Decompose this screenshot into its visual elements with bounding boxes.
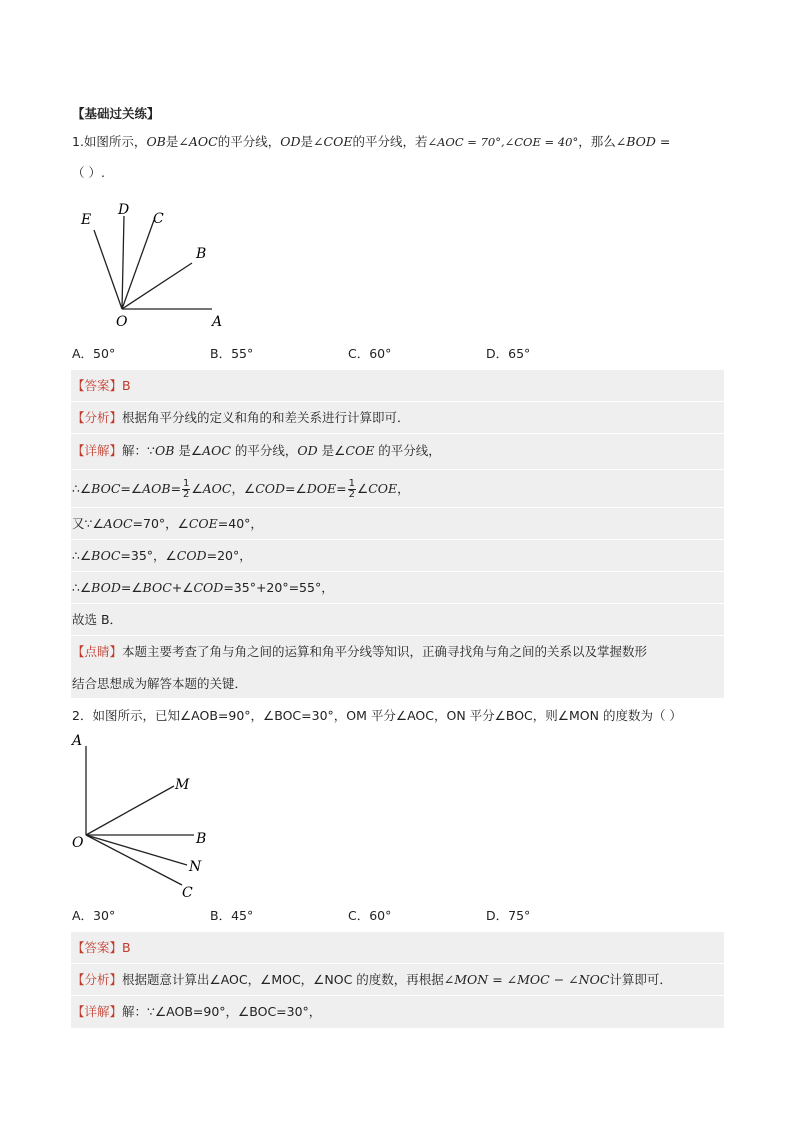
detail-text: ∴∠ xyxy=(72,481,92,496)
ray-ob xyxy=(122,263,192,309)
q1-stem-text: 是 xyxy=(165,134,179,149)
q1-stem-text: 1.如图所示， xyxy=(72,134,147,149)
label-a: A xyxy=(72,733,83,749)
detail-text: = xyxy=(336,481,347,496)
q1-stem-text: 是 xyxy=(300,134,314,149)
q1-stem-math: ∠AOC = 70°,∠COE = 40° xyxy=(427,135,579,149)
detail-text: = xyxy=(170,481,182,496)
q1-detail-row1 xyxy=(72,443,441,459)
q1-stem-math: ∠COE xyxy=(313,134,353,149)
q2-answer-row xyxy=(72,940,131,956)
label-d: D xyxy=(118,202,130,218)
answer-tag: 【答案】 xyxy=(72,940,123,955)
q1-stem-math: OD xyxy=(280,134,301,149)
q1-stem-math: ∠BOD = xyxy=(615,134,671,149)
label-a: A xyxy=(212,314,223,330)
q1-angle-diagram xyxy=(72,196,242,336)
q1-stem-text: ，那么 xyxy=(578,134,616,149)
analysis-text: 计算即可． xyxy=(609,972,672,987)
detail-text: =20°， xyxy=(206,548,252,563)
section-title: 【基础过关练】 xyxy=(72,106,160,121)
fraction-numerator: 1 xyxy=(348,478,355,489)
detail-text: 是∠ xyxy=(317,443,346,458)
detail-math: BOC xyxy=(91,481,121,496)
analysis-text: 根据题意计算出∠AOC，∠MOC，∠NOC 的度数，再根据 xyxy=(122,972,444,987)
q1-stem-text: 的平分线，若 xyxy=(352,134,428,149)
answer-value: B xyxy=(122,378,131,393)
detail-text: 又∵∠ xyxy=(72,516,104,531)
fraction-numerator: 1 xyxy=(183,478,190,489)
q2-option-b[interactable]: B．45° xyxy=(210,908,254,923)
analysis-tag: 【分析】 xyxy=(72,410,123,425)
detail-text: ∠ xyxy=(191,481,203,496)
q1-stem-math: ∠AOC xyxy=(178,134,218,149)
detail-math: DOE xyxy=(306,481,337,496)
label-e: E xyxy=(81,212,92,228)
q1-detail-row2 xyxy=(72,478,410,500)
detail-math: AOC xyxy=(202,481,232,496)
q1-stem-line1 xyxy=(72,134,670,150)
q1-option-a[interactable]: A．50° xyxy=(72,346,116,361)
label-m: M xyxy=(175,777,190,793)
detail-math: BOD xyxy=(91,580,121,595)
fraction-half xyxy=(182,479,190,500)
q1-comment-row2: 结合思想成为解答本题的关键． xyxy=(72,676,248,691)
q1-comment-row1 xyxy=(72,644,647,660)
detail-text: ∴∠ xyxy=(72,548,92,563)
fraction-half xyxy=(348,479,356,500)
q1-answer-row xyxy=(72,378,131,394)
detail-text: ∴∠ xyxy=(72,580,92,595)
fraction-denominator: 2 xyxy=(183,489,190,500)
ray-on xyxy=(86,835,187,865)
comment-tag: 【点睛】 xyxy=(72,644,123,659)
detail-text: ，∠ xyxy=(231,481,256,496)
q2-option-d[interactable]: D．75° xyxy=(486,908,531,923)
label-c: C xyxy=(182,885,193,901)
detail-math: AOB xyxy=(142,481,171,496)
q1-stem-line2: （ ）. xyxy=(72,165,105,180)
detail-text: =∠ xyxy=(120,481,143,496)
detail-math: BOC xyxy=(142,580,172,595)
analysis-tag: 【分析】 xyxy=(72,972,123,987)
detail-text: =70°，∠ xyxy=(132,516,189,531)
q1-detail-row5 xyxy=(72,580,334,596)
detail-text: =∠ xyxy=(120,580,143,595)
q1-option-c[interactable]: C．60° xyxy=(348,346,392,361)
q1-stem-math: OB xyxy=(146,134,166,149)
q1-detail-row4 xyxy=(72,548,252,564)
detail-math: COE xyxy=(368,481,398,496)
q1-analysis-row xyxy=(72,410,410,426)
answer-value: B xyxy=(122,940,131,955)
q1-option-b[interactable]: B．55° xyxy=(210,346,254,361)
ray-oc xyxy=(122,220,154,309)
detail-math: COE xyxy=(345,443,375,458)
q2-angle-diagram xyxy=(70,730,220,905)
detail-text: =40°， xyxy=(217,516,263,531)
q1-stem-text: 的平分线， xyxy=(217,134,281,149)
detail-tag: 【详解】 xyxy=(72,1004,123,1019)
detail-text: 的平分线， xyxy=(374,443,441,458)
label-o: O xyxy=(116,314,128,330)
detail-text: =∠ xyxy=(285,481,307,496)
ray-oc xyxy=(86,835,182,885)
detail-math: OD xyxy=(297,443,318,458)
q1-detail-row3 xyxy=(72,516,263,532)
q2-analysis-row xyxy=(72,972,672,988)
analysis-formula: ∠MON = ∠MOC − ∠NOC xyxy=(443,972,610,987)
detail-text: 解：∵ xyxy=(122,443,155,458)
detail-math: AOC xyxy=(202,443,231,458)
detail-math: OB xyxy=(154,443,175,458)
q1-detail-row6: 故选 B． xyxy=(72,612,123,627)
q2-stem: 2．如图所示，已知∠AOB=90°，∠BOC=30°，OM 平分∠AOC，ON 平分∠BOC，则∠MON 的度数为（ ） xyxy=(72,708,682,723)
label-b: B xyxy=(196,831,207,847)
detail-text: =35°+20°=55°， xyxy=(223,580,334,595)
fraction-denominator: 2 xyxy=(348,489,355,500)
ray-od xyxy=(122,216,124,309)
answer-tag: 【答案】 xyxy=(72,378,123,393)
detail-math: COD xyxy=(176,548,207,563)
detail-text: 解：∵∠AOB=90°，∠BOC=30°， xyxy=(122,1004,322,1019)
detail-text: +∠ xyxy=(171,580,194,595)
q1-option-d[interactable]: D．65° xyxy=(486,346,531,361)
ray-om xyxy=(86,786,174,835)
detail-math: BOC xyxy=(91,548,121,563)
detail-text: ， xyxy=(397,481,410,496)
label-n: N xyxy=(189,859,202,875)
detail-math: COE xyxy=(188,516,218,531)
q2-detail-row1 xyxy=(72,1004,321,1020)
detail-math: COD xyxy=(193,580,224,595)
detail-text: 是∠ xyxy=(174,443,203,458)
detail-text: ∠ xyxy=(357,481,369,496)
detail-math: AOC xyxy=(103,516,133,531)
comment-text: 本题主要考查了角与角之间的运算和角平分线等知识，正确寻找角与角之间的关系以及掌握数形 xyxy=(122,644,648,659)
ray-oe xyxy=(94,230,122,309)
detail-text: 的平分线， xyxy=(230,443,298,458)
q2-option-a[interactable]: A．30° xyxy=(72,908,116,923)
q2-option-c[interactable]: C．60° xyxy=(348,908,392,923)
analysis-text: 根据角平分线的定义和角的和差关系进行计算即可． xyxy=(122,410,410,425)
detail-tag: 【详解】 xyxy=(72,443,123,458)
detail-text: =35°，∠ xyxy=(120,548,177,563)
label-o: O xyxy=(72,835,84,851)
label-c: C xyxy=(153,211,164,227)
label-b: B xyxy=(196,246,207,262)
detail-math: COD xyxy=(255,481,286,496)
